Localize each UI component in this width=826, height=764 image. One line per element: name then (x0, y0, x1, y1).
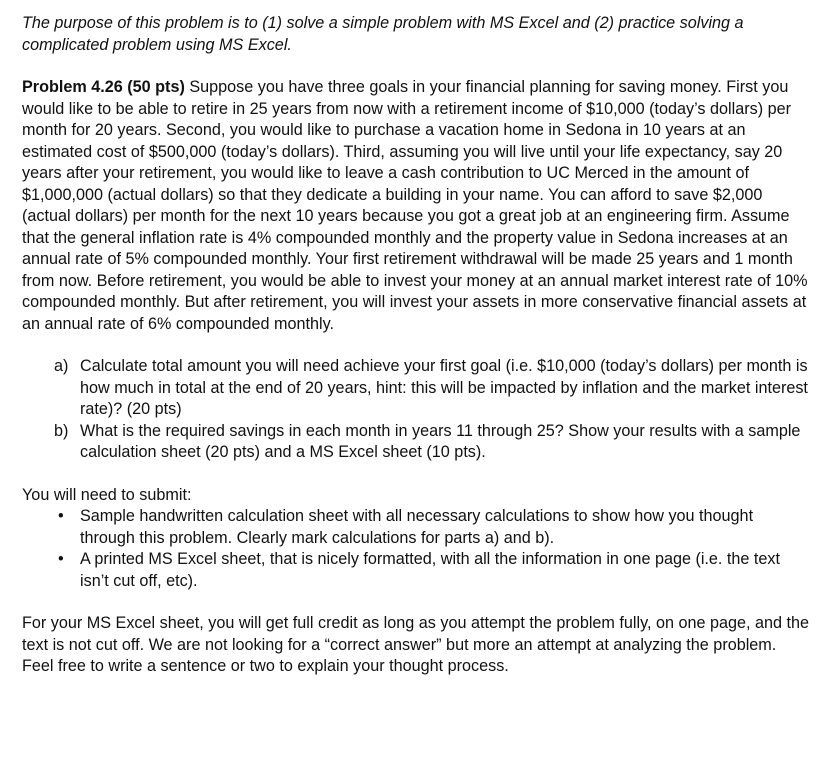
bullet-icon: • (58, 550, 64, 568)
part-a-marker: a) (54, 357, 69, 375)
submit-item-text: A printed MS Excel sheet, that is nicely formatted, with all the information in one page (i.e. the text isn’t cut off, etc). (80, 550, 781, 590)
closing-paragraph: For your MS Excel sheet, you will get full credit as long as you attempt the problem fully, on one page, and the text is not cut off. We are not looking for a “correct answer” but more an attempt at analyzing the problem. Feel free to write a sentence or two to explain your thought process. (22, 614, 810, 675)
problem-body: Suppose you have three goals in your financial planning for saving money. First you would like to be able to retire in 25 years from now with a retirement income of $10,000 (today’s dollars) per month for 20 years. Second, you would like to purchase a vacation home in Sedona in 10 years at an estimated cost of $500,000 (today’s dollars). Third, assuming you will live until your life expectancy, say 20 years after your retirement, you would like to leave a cash contribution to UC Merced in the amount of $1,000,000 (actual dollars) so that they dedicate a building in your name. You can afford to save $2,000 (actual dollars) per month for the next 10 years because you got a great job at an engineering firm. Assume that the general inflation rate is 4% compounded monthly and the property value in Sedona increases at an annual rate of 5% compounded monthly. Your first retirement withdrawal will be made 25 years and 1 month from now. Before retirement, you would be able to invest your money at an annual market interest rate of 10% compounded monthly. But after retirement, you will invest your assets in more conservative financial assets at an annual rate of 6% compounded monthly. (22, 78, 808, 333)
submit-item-handwritten (58, 506, 812, 549)
part-b-text: What is the required savings in each month in years 11 through 25? Show your results with a sample calculation sheet (20 pts) and a MS Excel sheet (10 pts). (80, 421, 801, 461)
submit-item-excel (58, 549, 812, 592)
submit-title: You will need to submit: (22, 485, 192, 504)
submit-item-text: Sample handwritten calculation sheet with all necessary calculations to show how you thought through this problem. Clearly mark calculations for parts a) and b). (80, 507, 754, 547)
submit-list (22, 506, 812, 592)
part-b-marker: b) (54, 421, 69, 440)
question-part-b (54, 421, 812, 464)
intro-paragraph: The purpose of this problem is to (1) solve a simple problem with MS Excel and (2) practice solving a complicated problem using MS Excel. (22, 14, 744, 54)
part-a-text: Calculate total amount you will need achieve your first goal (i.e. $10,000 (today’s dollars) per month is how much in total at the end of 20 years, hint: this will be impacted by inflation and the market interest rate)? (20 pts) (80, 357, 808, 418)
assignment-page (22, 13, 812, 678)
question-parts-list (22, 356, 812, 464)
problem-heading: Problem 4.26 (50 pts) (22, 78, 185, 96)
problem-paragraph (22, 77, 812, 335)
question-part-a (54, 356, 812, 421)
bullet-icon: • (58, 507, 64, 525)
